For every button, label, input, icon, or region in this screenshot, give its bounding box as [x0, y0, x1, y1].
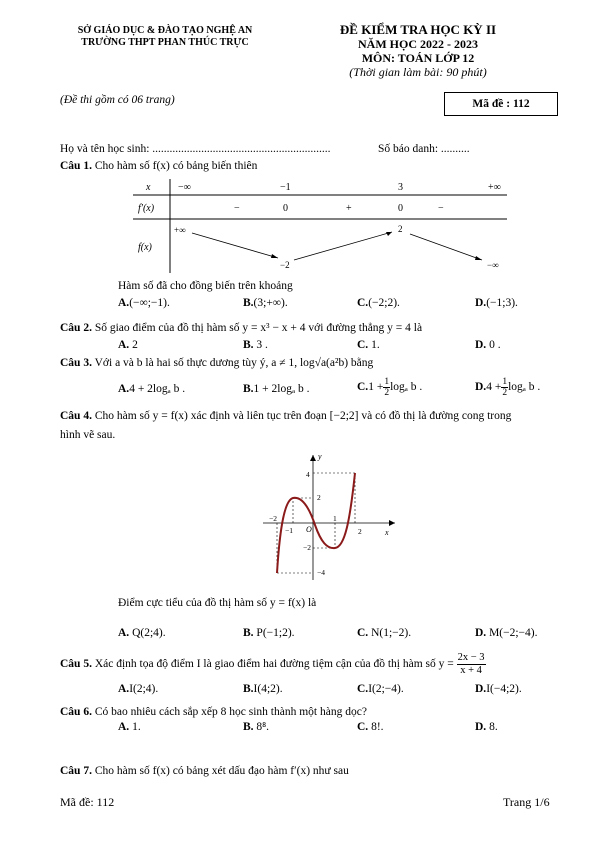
option-value: 1 + — [368, 381, 384, 394]
table-zero: 0 — [283, 203, 288, 214]
option-letter: B. — [243, 339, 254, 351]
option-c[interactable] — [357, 683, 404, 695]
option-letter: D. — [475, 683, 487, 695]
option-value: 1. — [371, 339, 380, 351]
option-letter: C. — [357, 297, 369, 309]
table-f-label: f(x) — [138, 242, 152, 253]
x-axis-label: x — [385, 528, 389, 537]
x-tick-minus1: −1 — [285, 526, 293, 535]
table-sign: + — [346, 203, 352, 214]
header-right — [318, 23, 518, 79]
student-id-line: Số báo danh: .......... — [378, 143, 470, 155]
x-tick-2: 2 — [358, 527, 362, 536]
question-label: Câu 5. — [60, 658, 92, 671]
school-year: NĂM HỌC 2022 - 2023 — [358, 37, 478, 51]
table-f-max: 2 — [398, 224, 403, 234]
option-value: P(−1;2). — [256, 627, 295, 639]
option-value: 8!. — [371, 721, 384, 733]
option-value: I(4;2). — [253, 683, 283, 695]
y-axis-arrow — [310, 455, 316, 461]
exam-time: (Thời gian làm bài: 90 phút) — [349, 65, 487, 79]
option-b[interactable] — [243, 627, 295, 639]
table-x-label: x — [146, 182, 151, 193]
option-letter: A. — [118, 721, 130, 733]
option-letter: B. — [243, 683, 254, 695]
option-value: 1 + 2logₐ b . — [253, 383, 310, 395]
option-c[interactable] — [357, 627, 411, 639]
y-tick-minus4: −4 — [317, 568, 325, 577]
question-text: Cho hàm số f(x) có bảng biến thiên — [94, 160, 258, 172]
table-x-pos-inf: +∞ — [488, 182, 501, 193]
option-value-tail: logₐ b . — [508, 381, 541, 394]
option-letter: C. — [357, 339, 369, 351]
option-letter: A. — [118, 683, 130, 695]
subject: MÔN: TOÁN LỚP 12 — [361, 51, 475, 65]
option-value: (−∞;−1). — [129, 297, 170, 309]
question-5 — [60, 652, 486, 677]
option-value: M(−2;−4). — [489, 627, 538, 639]
option-value: (3;+∞). — [253, 297, 288, 309]
variation-table — [130, 176, 510, 276]
question-4 — [60, 410, 511, 422]
option-d[interactable] — [475, 721, 498, 733]
fraction-denominator: 2 — [384, 388, 390, 398]
option-value: 8. — [489, 721, 498, 733]
option-a[interactable] — [118, 721, 141, 733]
x-tick-minus2: −2 — [269, 514, 277, 523]
option-value: 8⁸. — [256, 721, 270, 733]
y-tick-2: 2 — [317, 493, 321, 502]
option-letter: D. — [475, 297, 487, 309]
question-label: Câu 3. — [60, 357, 92, 369]
option-d[interactable] — [475, 339, 501, 351]
fraction-denominator: x + 4 — [460, 665, 482, 676]
option-value-tail: logₐ b . — [390, 381, 423, 394]
option-value: 0 . — [489, 339, 501, 351]
option-letter: A. — [118, 383, 130, 395]
footer-page-number: Trang 1/6 — [503, 795, 550, 809]
option-letter: B. — [243, 383, 254, 395]
y-tick-minus2: −2 — [303, 543, 311, 552]
option-letter: D. — [475, 721, 487, 733]
fraction-numerator: 1 — [502, 377, 508, 387]
question-text: Cho hàm số y = f(x) xác định và liên tục trên đoạn [−2;2] và có đồ thị là đường cong trong — [94, 410, 512, 422]
option-value: Q(2;4). — [132, 627, 166, 639]
option-letter: A. — [118, 339, 130, 351]
pages-note: (Đề thi gồm có 06 trang) — [60, 94, 175, 106]
question-label: Câu 6. — [60, 706, 92, 718]
question-prompt: Hàm số đã cho đồng biến trên khoảng — [118, 280, 293, 292]
question-label: Câu 4. — [60, 410, 92, 422]
table-zero: 0 — [398, 203, 403, 214]
arrow-head — [475, 256, 482, 260]
option-letter: A. — [118, 297, 130, 309]
option-d[interactable] — [475, 377, 540, 398]
option-value: 1. — [132, 721, 141, 733]
question-prompt: Điểm cực tiểu của đồ thị hàm số y = f(x) là — [118, 597, 317, 609]
option-d[interactable] — [475, 627, 538, 639]
option-letter: C. — [357, 381, 369, 394]
exam-code-box: Mã đề : 112 — [444, 92, 558, 116]
fraction-denominator: 2 — [502, 388, 508, 398]
option-a[interactable] — [118, 383, 185, 395]
option-letter: C. — [357, 683, 369, 695]
origin-label: O — [306, 525, 312, 534]
option-b[interactable] — [243, 383, 310, 395]
table-sign: − — [234, 203, 240, 214]
question-text: Cho hàm số f(x) có bảng xét dấu đạo hàm f′(x) như sau — [94, 765, 349, 777]
option-c[interactable] — [357, 377, 422, 398]
option-letter: B. — [243, 721, 254, 733]
table-f-neg-inf: −∞ — [487, 260, 499, 270]
option-letter: D. — [475, 381, 487, 394]
option-a[interactable] — [118, 297, 170, 309]
decrease-arrow — [192, 233, 278, 258]
option-value: 4 + 2logₐ b . — [129, 383, 186, 395]
option-value: (−2;2). — [368, 297, 400, 309]
question-label: Câu 2. — [60, 322, 92, 334]
option-value: I(−4;2). — [486, 683, 522, 695]
fraction-numerator: 2x − 3 — [457, 652, 485, 663]
question-2 — [60, 322, 422, 334]
option-value: N(1;−2). — [371, 627, 412, 639]
question-label: Câu 7. — [60, 765, 92, 777]
question-1 — [60, 160, 257, 172]
question-text-cont: hình vẽ sau. — [60, 429, 116, 441]
arrow-head — [386, 232, 392, 236]
table-x-3: 3 — [398, 182, 403, 193]
option-letter: A. — [118, 627, 130, 639]
question-6 — [60, 706, 367, 718]
table-f-pos-inf: +∞ — [174, 225, 186, 235]
footer-exam-code: Mã đề: 112 — [60, 795, 115, 809]
x-tick-1: 1 — [333, 514, 337, 523]
department-name: SỞ GIÁO DỤC & ĐÀO TẠO NGHỆ AN — [77, 25, 253, 36]
exam-title: ĐỀ KIỂM TRA HỌC KỲ II — [339, 22, 497, 37]
question-label: Câu 1. — [60, 160, 92, 172]
y-axis-label: y — [318, 452, 322, 461]
table-fprime-label: f′(x) — [138, 203, 155, 214]
option-letter: D. — [475, 339, 487, 351]
option-value: I(2;−4). — [368, 683, 404, 695]
fraction-numerator: 1 — [384, 377, 390, 387]
option-value: 2 — [132, 339, 138, 351]
option-b[interactable] — [243, 297, 288, 309]
option-b[interactable] — [243, 339, 268, 351]
question-text: Có bao nhiêu cách sắp xếp 8 học sinh thành một hàng dọc? — [94, 706, 367, 718]
option-value: (−1;3). — [486, 297, 518, 309]
option-letter: B. — [243, 627, 254, 639]
table-f-min: −2 — [280, 260, 290, 270]
option-c[interactable] — [357, 721, 384, 733]
option-letter: C. — [357, 721, 369, 733]
question-text: Với a và b là hai số thực dương tùy ý, a ≠ 1, log√a(a²b) bằng — [94, 357, 374, 369]
option-letter: B. — [243, 297, 254, 309]
option-a[interactable] — [118, 627, 166, 639]
arrow-head — [271, 254, 278, 258]
x-axis-arrow — [389, 520, 395, 526]
question-text: Xác định tọa độ điểm I là giao điểm hai đường tiệm cận của đồ thị hàm số y = — [94, 658, 454, 671]
question-3 — [60, 357, 373, 369]
student-name-line: Họ và tên học sinh: .............................................................. — [60, 143, 331, 155]
question-text: Số giao điểm của đồ thị hàm số y = x³ − x + 4 với đường thẳng y = 4 là — [94, 322, 423, 334]
fraction — [457, 652, 486, 677]
option-value: I(2;4). — [129, 683, 159, 695]
decrease-arrow — [410, 234, 482, 260]
option-value: 3 . — [256, 339, 268, 351]
header-left — [70, 25, 260, 49]
school-name: TRƯỜNG THPT PHAN THÚC TRỰC — [81, 37, 249, 48]
option-c[interactable] — [357, 339, 380, 351]
table-sign: − — [438, 203, 444, 214]
y-tick-4: 4 — [306, 470, 310, 479]
option-a[interactable] — [118, 339, 138, 351]
option-letter: D. — [475, 627, 487, 639]
increase-arrow — [294, 232, 392, 260]
question-7 — [60, 765, 349, 777]
option-value: 4 + — [486, 381, 502, 394]
table-x-neg-inf: −∞ — [178, 182, 191, 193]
option-a[interactable] — [118, 683, 158, 695]
option-d[interactable] — [475, 297, 518, 309]
table-x-minus1: −1 — [280, 182, 291, 193]
option-c[interactable] — [357, 297, 400, 309]
option-b[interactable] — [243, 683, 283, 695]
function-graph — [255, 445, 405, 585]
option-d[interactable] — [475, 683, 522, 695]
option-letter: C. — [357, 627, 369, 639]
option-b[interactable] — [243, 721, 269, 733]
